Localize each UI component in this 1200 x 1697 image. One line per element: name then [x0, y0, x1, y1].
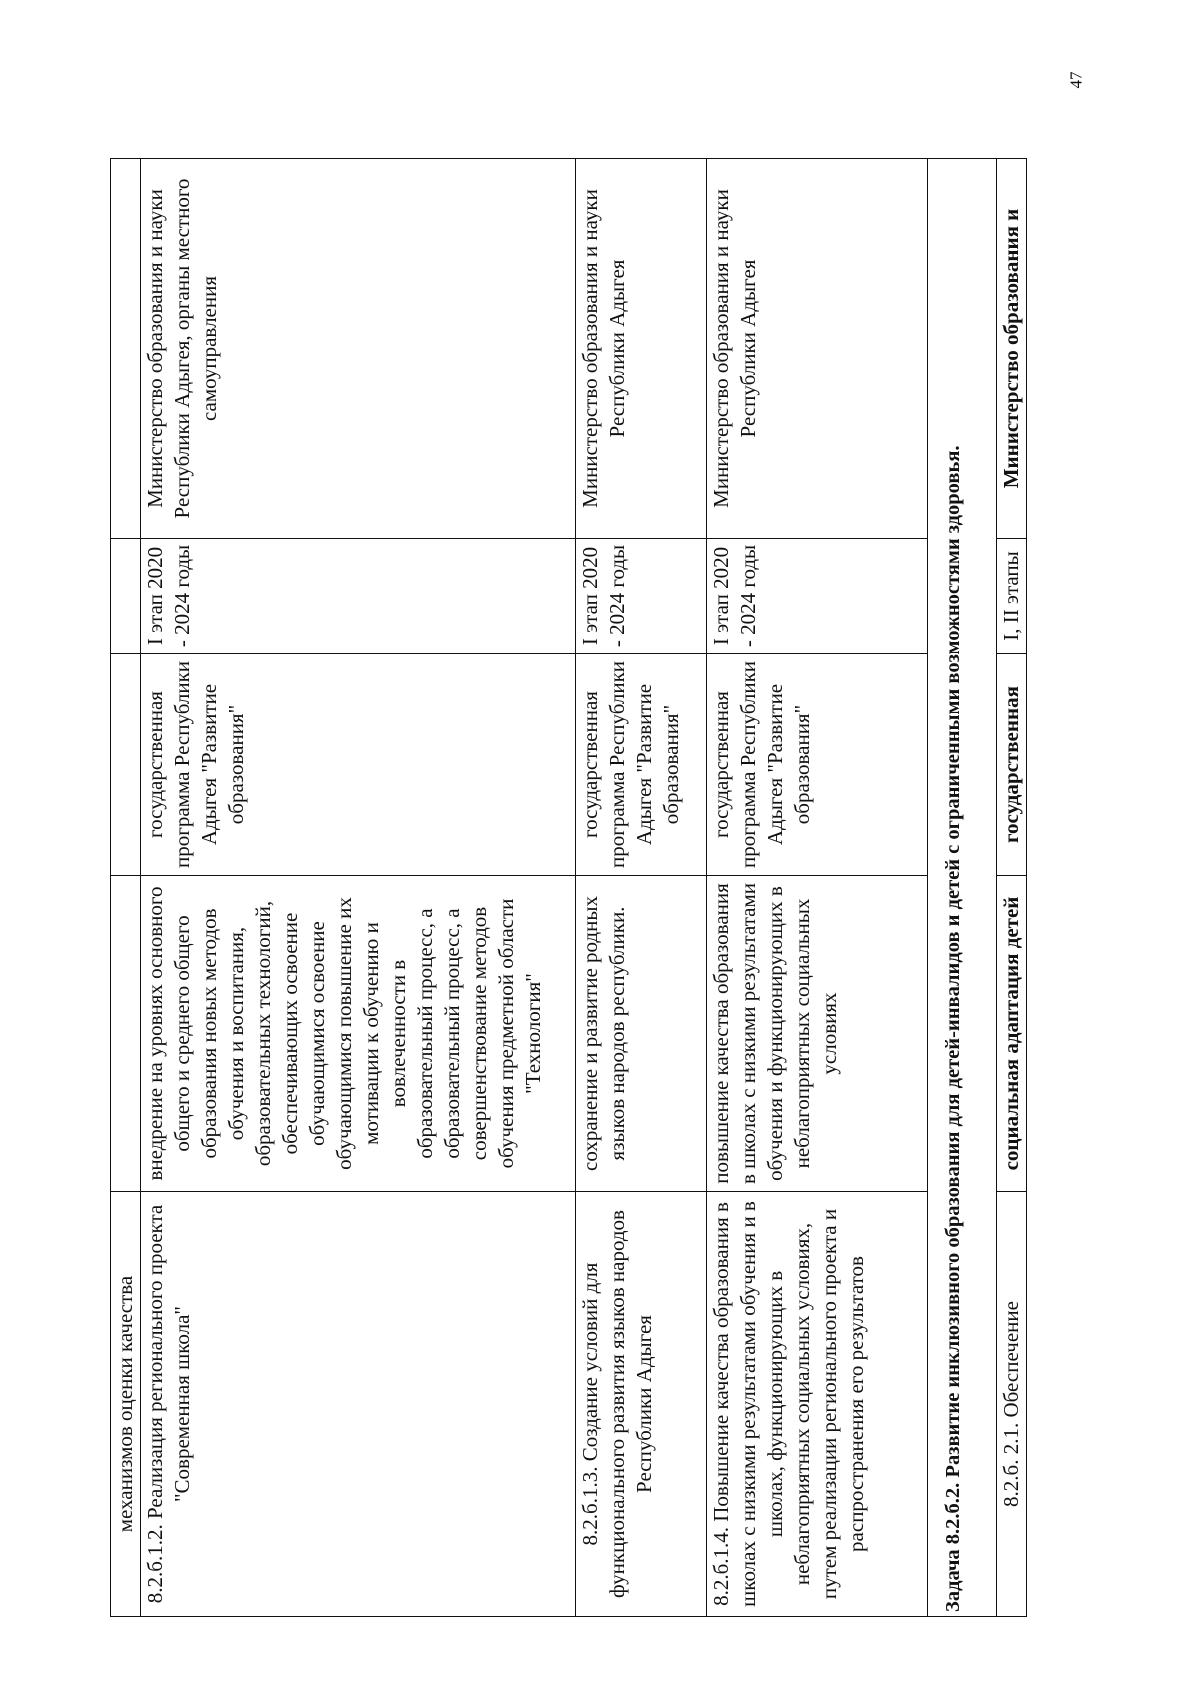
empty-cell	[111, 654, 141, 876]
table-row	[576, 159, 707, 1617]
result-cell: социальная адаптация детей	[997, 876, 1027, 1192]
executor-cell: Министерство образования и науки Республики Адыгея	[707, 159, 928, 539]
table-row	[141, 159, 576, 1617]
empty-cell	[111, 539, 141, 654]
result-cell: сохранение и развитие родных языков народов республики.	[576, 876, 707, 1192]
program-cell: государственная	[997, 654, 1027, 876]
continuation-cell: механизмов оценки качества	[111, 1192, 141, 1617]
program-cell: государственная программа Республики Адыгея "Развитие образования"	[141, 654, 576, 876]
executor-cell: Министерство образования и науки Республики Адыгея, органы местного самоуправления	[141, 159, 576, 539]
measures-table	[110, 158, 1027, 1617]
period-cell: I, II этапы	[997, 539, 1027, 654]
executor-cell: Министерство образования и	[997, 159, 1027, 539]
empty-cell	[111, 876, 141, 1192]
rotated-table-container	[110, 159, 1056, 1617]
empty-cell	[111, 159, 141, 539]
program-cell: государственная программа Республики Адыгея "Развитие образования"	[576, 654, 707, 876]
table-row	[707, 159, 928, 1617]
measure-cell: 8.2.б.1.3. Создание условий для функционального развития языков народов Республики Адыгея	[576, 1192, 707, 1617]
table-row	[997, 159, 1027, 1617]
table-row	[111, 159, 141, 1617]
result-cell: внедрение на уровнях основного общего и среднего общего образования новых методов обучения и воспитания, образовательных технологий, обеспечивающих освоение обучающимися освоение обучающимися повышение их мотивации к обучению и вовлеченности в образовательный процесс, а образовательный процесс, а совершенствование методов обучения предметной области "Технология"	[141, 876, 576, 1192]
program-cell: государственная программа Республики Адыгея "Развитие образования"	[707, 654, 928, 876]
measure-cell: 8.2.б.1.4. Повышение качества образования в школах с низкими результатами обучения и в школах, функционирующих в неблагоприятных социальных условиях, путем реализации регионального проекта и распространения его результатов	[707, 1192, 928, 1617]
measure-cell: 8.2.б.1.2. Реализация регионального проекта "Современная школа"	[141, 1192, 576, 1617]
page-number: 47	[1066, 71, 1086, 89]
period-cell: I этап 2020 - 2024 годы	[576, 539, 707, 654]
period-cell: I этап 2020 - 2024 годы	[707, 539, 928, 654]
task-heading: Задача 8.2.б.2. Развитие инклюзивного образования для детей-инвалидов и детей с ограниченными возможностями здоровья.	[928, 159, 997, 1617]
table-row	[928, 159, 997, 1617]
result-cell: повышение качества образования в школах с низкими результатами обучения и функционирующих в неблагоприятных социальных условиях	[707, 876, 928, 1192]
executor-cell: Министерство образования и науки Республики Адыгея	[576, 159, 707, 539]
period-cell: I этап 2020 - 2024 годы	[141, 539, 576, 654]
measure-cell: 8.2.б. 2.1. Обеспечение	[997, 1192, 1027, 1617]
